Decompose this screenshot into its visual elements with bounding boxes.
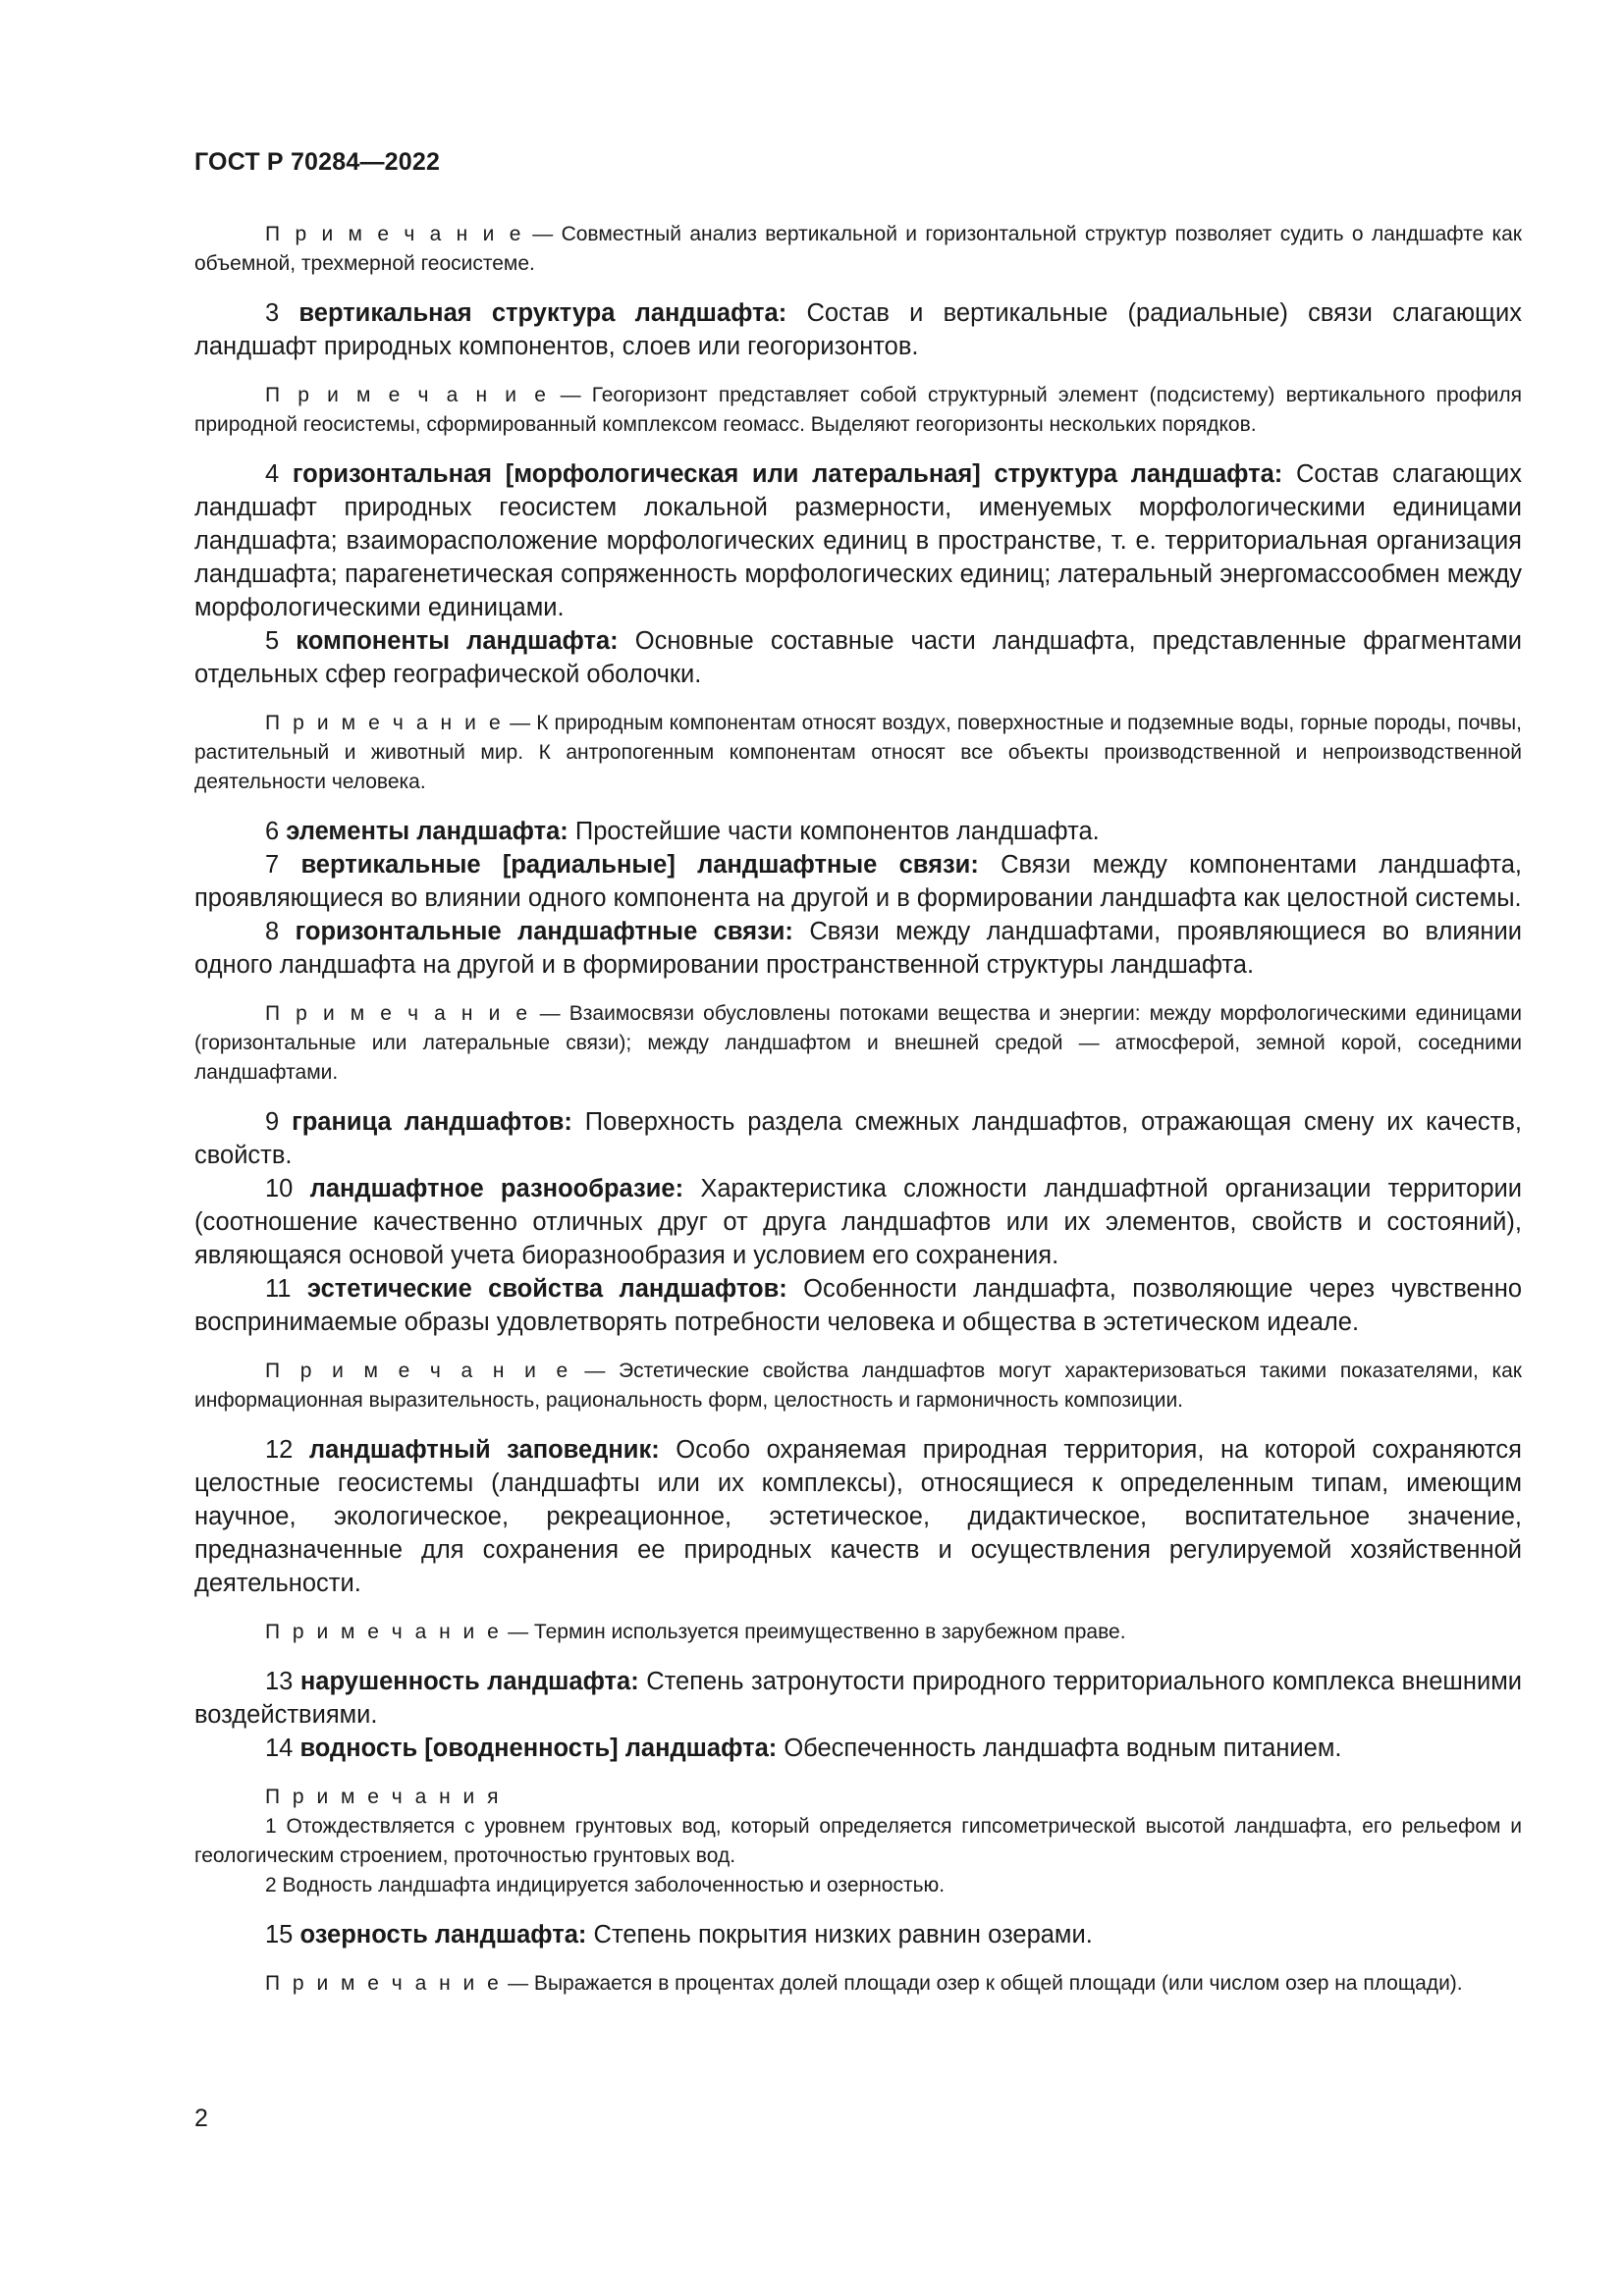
term-number: 6 [265,818,280,845]
term-number: 14 [265,1735,294,1762]
term-entry [194,815,1522,848]
term-definition: Особенности ландшафта, позволяющие через чувственно воспринимаемые образы удовлетворять потребности человека и общества в эстетическом идеале. [194,1275,1522,1336]
term-definition: Степень затронутости природного территориального комплекса внешними воздействиями. [194,1668,1522,1729]
term-name: ландшафтное разнообразие: [309,1175,684,1202]
term-number: 13 [265,1668,294,1695]
term-definition: Поверхность раздела смежных ландшафтов, отражающая смену их качеств, свойств. [194,1108,1522,1169]
note-text: — Эстетические свойства ландшафтов могут характеризоваться такими показателями, как информационная выразительность, рациональность форм, целостность и гармоничность композиции. [194,1360,1522,1412]
term-entry [194,1918,1522,1951]
term-entry [194,1665,1522,1732]
note [194,1618,1522,1647]
term-number: 8 [265,918,280,945]
term-name: вертикальные [радиальные] ландшафтные связи: [300,851,979,879]
note-text: — Геогоризонт представляет собой структурный элемент (подсистему) вертикального профиля природной геосистемы, сформированный комплексом геомасс. Выделяют геогоризонты нескольких порядков. [194,384,1522,436]
note-label: П р и м е ч а н и е [265,1360,571,1382]
term-entry [194,624,1522,691]
term-name: водность [оводненность] ландшафта: [299,1735,778,1762]
note-label: П р и м е ч а н и е [265,223,524,245]
note-label: П р и м е ч а н и е [265,712,505,734]
note-text: — К природным компонентам относят воздух, поверхностные и подземные воды, горные породы, почвы, растительный и животный мир. К антропогенным компонентам относят все объекты производственной и непроизводственной деятельности человека. [194,712,1522,793]
term-entry [194,1732,1522,1765]
term-entry [194,457,1522,624]
notes-heading [194,1783,1522,1812]
term-entry [194,1105,1522,1172]
term-definition: Состав слагающих ландшафт природных геосистем локальной размерности, именуемых морфологическими единицами ландшафта; взаиморасположение морфологических единиц в пространстве, т. е. территориальная организация ландшафта; парагенетическая сопряженность морфологических единиц; латеральный энергомассообмен между морфологическими единицами. [194,460,1522,621]
note-text: — Термин используется преимущественно в зарубежном праве. [502,1621,1126,1643]
term-number: 11 [265,1275,292,1303]
document-body [194,220,1522,1999]
term-definition: Простейшие части компонентов ландшафта. [568,818,1100,845]
term-name: компоненты ландшафта: [296,627,619,655]
term-name: эстетические свойства ландшафтов: [306,1275,787,1303]
term-number: 9 [265,1108,280,1136]
term-definition: Основные составные части ландшафта, представленные фрагментами отдельных сфер географической оболочки. [194,627,1523,688]
term-entry [194,296,1522,363]
term-name: вертикальная структура ландшафта: [298,299,787,327]
term-number: 5 [265,627,280,655]
note-text: — Совместный анализ вертикальной и горизонтальной структур позволяет судить о ландшафте как объемной, трехмерной геосистеме. [194,223,1522,275]
term-name: горизонтальная [морфологическая или латеральная] структура ландшафта: [292,460,1283,488]
term-name: нарушенность ландшафта: [299,1668,639,1695]
term-name: ландшафтный заповедник: [308,1436,660,1464]
note-item: 1 Отождествляется с уровнем грунтовых вод, который определяется гипсометрической высотой ландшафта, его рельефом и геологическим строением, проточностью грунтовых вод. [194,1815,1522,1867]
note [194,1357,1522,1415]
term-definition: Степень покрытия низких равнин озерами. [586,1921,1093,1949]
term-number: 10 [265,1175,294,1202]
note [194,220,1522,279]
note-label: П р и м е ч а н и е [265,1621,503,1643]
term-entry [194,915,1522,982]
term-definition: Состав и вертикальные (радиальные) связи слагающих ландшафт природных компонентов, слоев или геогоризонтов. [194,299,1522,360]
term-number: 7 [265,851,280,879]
term-definition: Особо охраняемая природная территория, на которой сохраняются целостные геосистемы (ландшафты или их комплексы), относящиеся к определенным типам, имеющим научное, экологическое, рекреационное, эстетическое, дидактическое, воспитательное значение, предназначенные для сохранения ее природных качеств и осуществления регулируемой хозяйственной деятельности. [194,1436,1522,1597]
term-entry [194,1433,1522,1600]
term-entry [194,1272,1522,1339]
note [194,709,1522,797]
term-name: граница ландшафтов: [292,1108,572,1136]
term-number: 15 [265,1921,294,1949]
term-entry [194,848,1522,915]
page-number: 2 [194,2105,208,2132]
term-number: 3 [265,299,280,327]
note-text: — Выражается в процентах долей площади озер к общей площади (или числом озер на площади). [502,1972,1463,1995]
notes-label: П р и м е ч а н и я [265,1786,502,1808]
note-text: — Взаимосвязи обусловлены потоками вещества и энергии: между морфологическими единицами (горизонтальные или латеральные связи); между ландшафтом и внешней средой — атмосферой, земной корой, соседними ландшафтами. [194,1002,1522,1084]
note-item: 2 Водность ландшафта индицируется заболоченностью и озерностью. [265,1874,946,1896]
term-definition: Характеристика сложности ландшафтной организации территории (соотношение качественно отличных друг от друга ландшафтов или их элементов, свойств и состояний), являющаяся основой учета биоразнообразия и условием его сохранения. [194,1175,1523,1269]
term-definition: Обеспеченность ландшафта водным питанием. [777,1735,1342,1762]
term-definition: Связи между компонентами ландшафта, проявляющиеся во влиянии одного компонента на другой и в формировании ландшафта как целостной системы. [194,851,1522,912]
note [194,999,1522,1088]
term-name: горизонтальные ландшафтные связи: [295,918,793,945]
term-name: элементы ландшафта: [286,818,568,845]
note [194,381,1522,440]
term-name: озерность ландшафта: [299,1921,587,1949]
term-number: 4 [265,460,280,488]
document-header: ГОСТ Р 70284—2022 [194,148,441,176]
note-label: П р и м е ч а н и е [265,384,550,406]
note [194,1969,1522,1999]
note-label: П р и м е ч а н и е [265,1002,531,1025]
term-number: 12 [265,1436,294,1464]
term-entry [194,1172,1522,1272]
term-definition: Связи между ландшафтами, проявляющиеся во влиянии одного ландшафта на другой и в формировании пространственной структуры ландшафта. [194,918,1523,979]
note-label: П р и м е ч а н и е [265,1972,503,1995]
